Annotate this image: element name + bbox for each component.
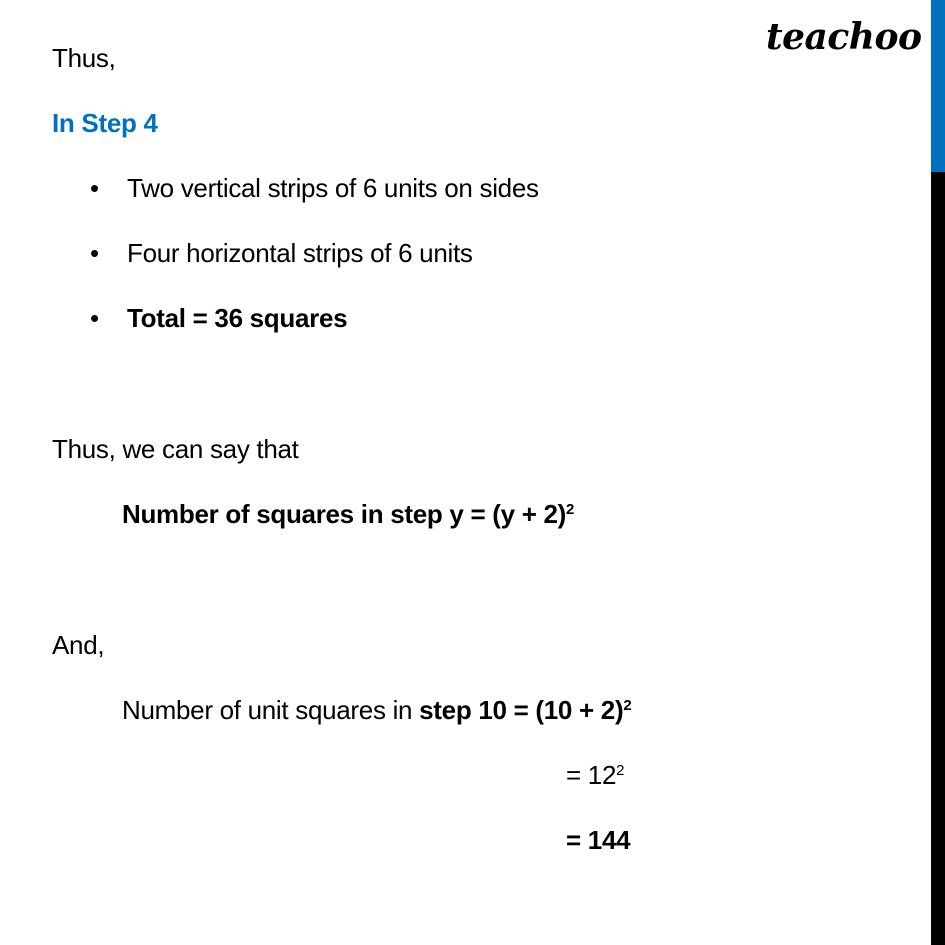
conclusion-intro: Thus, we can say that	[52, 434, 299, 464]
bullet-icon: •	[90, 173, 99, 203]
step10-square	[566, 759, 624, 791]
sidebar-dark-bar	[931, 172, 945, 945]
square-exponent: 2	[616, 762, 625, 779]
bullet-item	[90, 172, 539, 204]
formula-text: Number of squares in step y = (y + 2)	[122, 499, 567, 529]
step10-equation	[122, 694, 631, 726]
formula-exponent: 2	[566, 501, 575, 518]
step10-prefix: Number of unit squares in	[122, 695, 420, 725]
thus-text: Thus,	[52, 43, 116, 73]
square-text: = 12	[566, 760, 617, 790]
section-heading: In Step 4	[52, 108, 158, 138]
general-formula	[122, 498, 574, 530]
step10-exponent: 2	[623, 697, 632, 714]
bullet-text-total: Total = 36 squares	[127, 303, 348, 333]
final-result: = 144	[566, 825, 631, 855]
bullet-text: Four horizontal strips of 6 units	[127, 238, 473, 268]
bullet-icon: •	[90, 303, 99, 333]
and-text: And,	[52, 630, 105, 660]
bullet-item	[90, 237, 473, 269]
bullet-item	[90, 302, 348, 334]
bullet-text: Two vertical strips of 6 units on sides	[127, 173, 539, 203]
bullet-icon: •	[90, 238, 99, 268]
sidebar-accent-bar	[931, 0, 945, 172]
step10-bold: step 10 = (10 + 2)	[419, 695, 624, 725]
teachoo-logo: teachoo	[766, 16, 922, 58]
